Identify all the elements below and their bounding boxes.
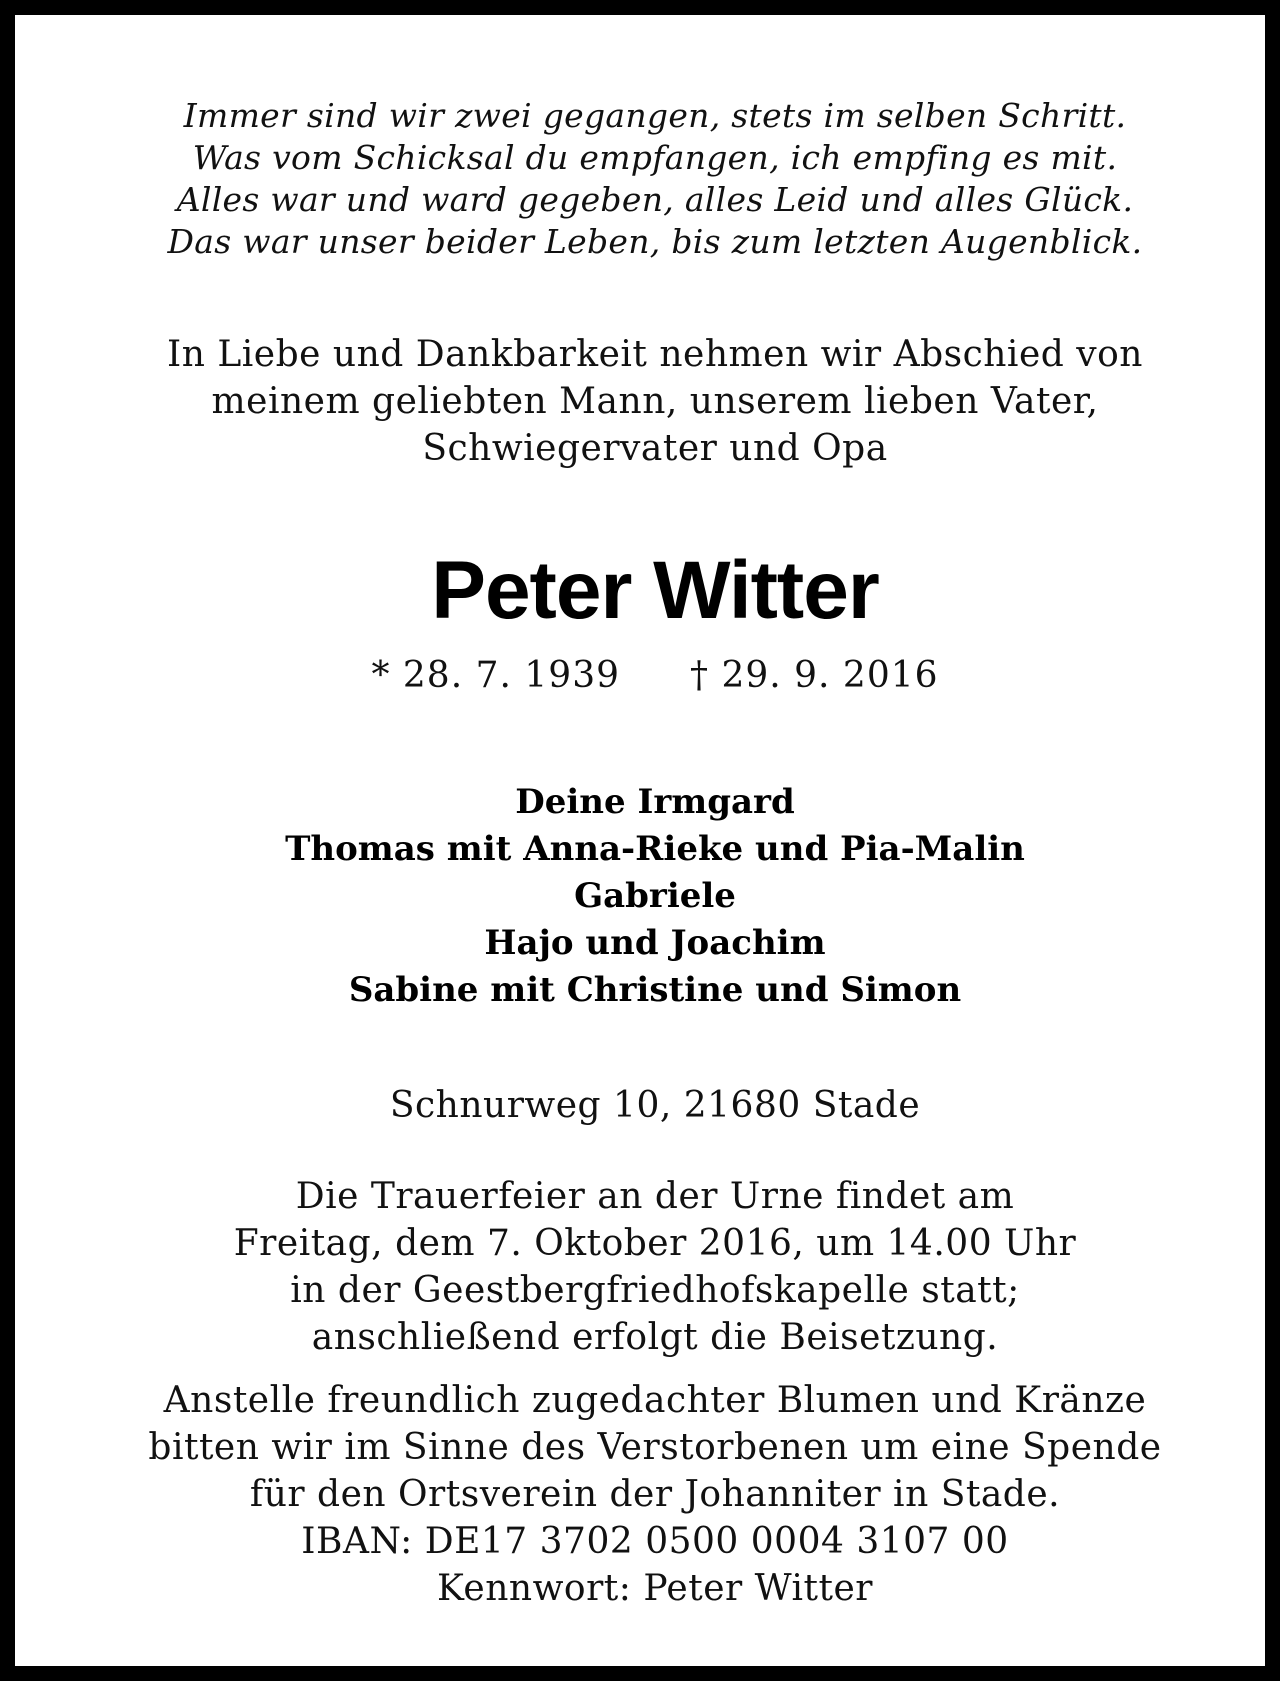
iban: IBAN: DE17 3702 0500 0004 3107 00 — [301, 1521, 1009, 1562]
donation-line: für den Ortsverein der Johanniter in Stade. — [249, 1474, 1061, 1515]
farewell-intro — [30, 331, 1280, 472]
donation-line: bitten wir im Sinne des Verstorbenen um eine Spende — [148, 1427, 1162, 1468]
service-line: in der Geestbergfriedhofskapelle statt; — [290, 1270, 1020, 1311]
poem-line: Das war unser beider Leben, bis zum letzten Augenblick. — [167, 222, 1143, 261]
poem — [30, 95, 1280, 263]
service-line: Freitag, dem 7. Oktober 2016, um 14.00 Uhr — [233, 1223, 1077, 1264]
death-date: † 29. 9. 2016 — [690, 655, 939, 696]
intro-line: In Liebe und Dankbarkeit nehmen wir Abschied von — [167, 334, 1143, 375]
mourner: Hajo und Joachim — [484, 923, 826, 963]
mourner: Gabriele — [574, 876, 736, 916]
life-dates — [30, 653, 1280, 699]
intro-line: Schwiegervater und Opa — [422, 428, 888, 469]
keyword: Kennwort: Peter Witter — [436, 1568, 873, 1609]
address: Schnurweg 10, 21680 Stade — [389, 1085, 921, 1126]
poem-line: Immer sind wir zwei gegangen, stets im selben Schritt. — [183, 96, 1127, 135]
mourner: Thomas mit Anna-Rieke und Pia-Malin — [285, 829, 1025, 869]
poem-line: Was vom Schicksal du empfangen, ich empfing es mit. — [192, 138, 1118, 177]
poem-line: Alles war und ward gegeben, alles Leid und alles Glück. — [176, 180, 1134, 219]
intro-line: meinem geliebten Mann, unserem lieben Vater, — [211, 381, 1099, 422]
deceased-name: Peter Witter — [431, 545, 879, 636]
birth-date: * 28. 7. 1939 — [371, 655, 620, 696]
mourners-list — [30, 779, 1280, 1014]
mourner: Deine Irmgard — [515, 782, 795, 822]
donation-info — [30, 1377, 1280, 1612]
donation-line: Anstelle freundlich zugedachter Blumen und Kränze — [163, 1380, 1147, 1421]
service-line: anschließend erfolgt die Beisetzung. — [311, 1317, 999, 1358]
service-line: Die Trauerfeier an der Urne findet am — [295, 1176, 1015, 1217]
mourner: Sabine mit Christine und Simon — [348, 970, 962, 1010]
funeral-service-info — [30, 1173, 1280, 1361]
